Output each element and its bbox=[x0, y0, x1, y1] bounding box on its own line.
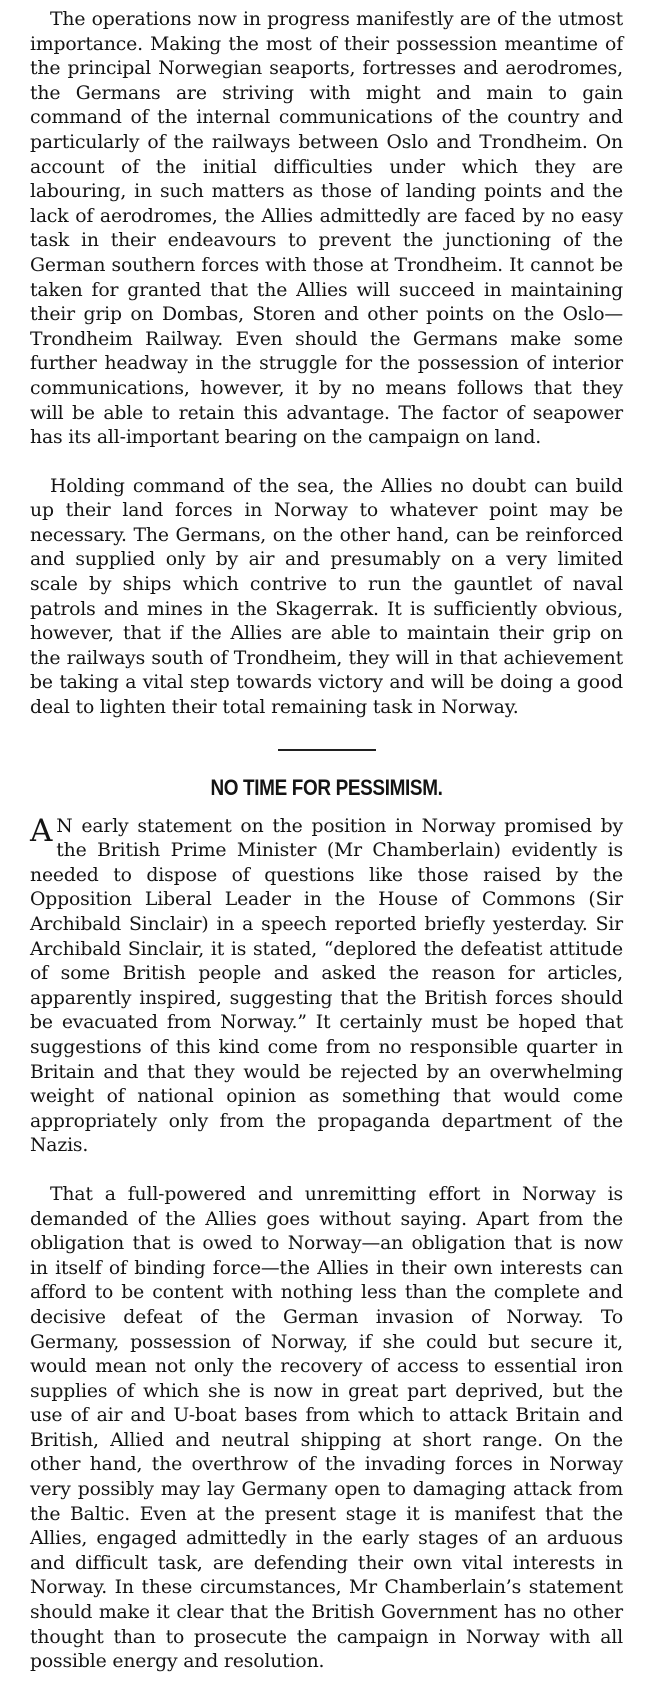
article-paragraph: The operations now in progress manifestly are of the utmost importance. Making the most of their possession meantime of the principal Norwegian seaports, fortresses and aerodromes, the Germans are striving with might and main to gain command of the internal communications of the country and particularly of the railways between Oslo and Trondheim. On account of the initial difficulties under which they are labouring, in such matters as those of landing points and the lack of aerodromes, the Allies admittedly are faced by no easy task in their endeavours to prevent the junctioning of the German southern forces with those at Trondheim. It cannot be taken for granted that the Allies will succeed in maintaining their grip on Dombas, Storen and other points on the Oslo—Trondheim Railway. Even should the Germans make some further headway in the struggle for the possession of interior communications, however, it by no means follows that they will be able to retain this advantage. The factor of seapower has its all-important bearing on the campaign on land. bbox=[30, 9, 623, 449]
editorial-section bbox=[30, 812, 623, 1675]
paragraph-text: N early statement on the position in Norway promised by the British Prime Minister (Mr Chamberlain) evidently is needed to dispose of questions like those raised by the Opposition Liberal Leader in the House of Commons (Sir Archibald Sinclair) in a speech reported briefly yesterday. Sir Archibald Sinclair, it is stated, “deplored the defeatist attitude of some British people and asked the reason for articles, apparently inspired, suggesting that the British forces should be evacuated from Norway.” It certainly must be hoped that suggestions of this kind come from no responsible quarter in Britain and that they would be rejected by an overwhelming weight of national opinion as something that would come appropriately only from the propaganda department of the Nazis. bbox=[30, 815, 623, 1157]
article-headline: NO TIME FOR PESSIMISM. bbox=[210, 774, 443, 800]
article-paragraph bbox=[30, 812, 623, 1159]
section-divider bbox=[278, 749, 376, 751]
drop-cap: A bbox=[30, 812, 53, 849]
article-paragraph: That a full-powered and unremitting effort in Norway is demanded of the Allies goes without saying. Apart from the obligation that is owed to Norway—an obligation that is now in itself of binding force—the Allies in their own interests can afford to be content with nothing less than the complete and decisive defeat of the German invasion of Norway. To Germany, possession of Norway, if she could but secure it, would mean not only the recovery of access to essential iron supplies of which she is now in great part deprived, but the use of air and U-boat bases from which to attack Britain and British, Allied and neutral shipping at short range. On the other hand, the overthrow of the invading forces in Norway very possibly may lay Germany open to damaging attack from the Baltic. Even at the present stage it is manifest that the Allies, engaged admittedly in the early stages of an arduous and difficult task, are defending their own vital interests in Norway. In these circumstances, Mr Chamberlain’s statement should make it clear that the British Government has no other thought than to prosecute the campaign in Norway with all possible energy and resolution. bbox=[30, 1183, 623, 1673]
article-paragraph: Holding command of the sea, the Allies no doubt can build up their land forces in Norway to whatever point may be necessary. The Germans, on the other hand, can be reinforced and supplied only by air and presumably on a very limited scale by ships which contrive to run the gauntlet of naval patrols and mines in the Skagerrak. It is sufficiently obvious, however, that if the Allies are able to maintain their grip on the railways south of Trondheim, they will in that achievement be taking a vital step towards victory and will be doing a good deal to lighten their total remaining task in Norway. bbox=[30, 475, 623, 719]
